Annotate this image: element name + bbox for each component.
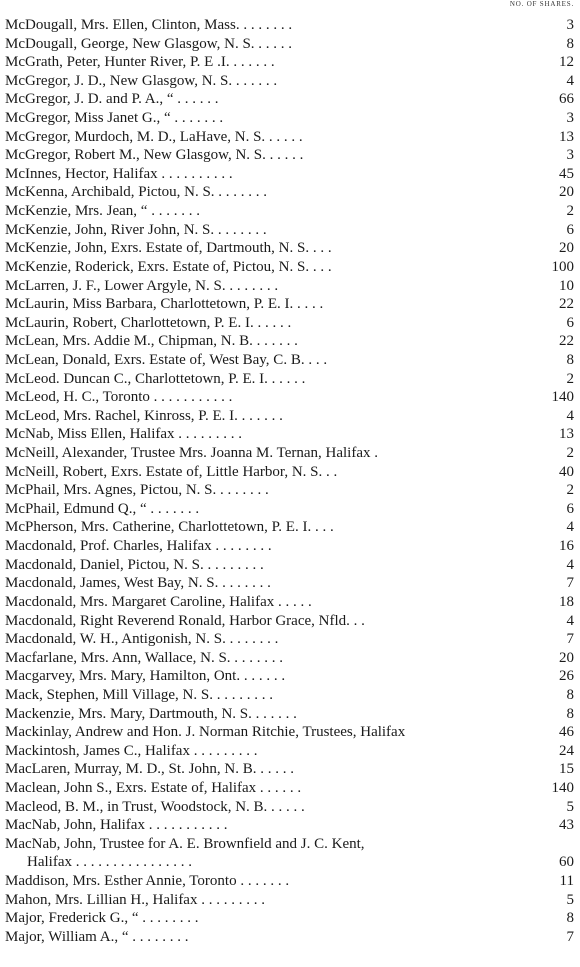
shareholder-name: McKenna, Archibald, Pictou, N. S. . . . . . . . bbox=[5, 184, 268, 201]
shareholder-name: Macdonald, Mrs. Margaret Caroline, Halifax . . . . . bbox=[5, 593, 312, 610]
share-count: 20 bbox=[559, 649, 574, 666]
share-count: 100 bbox=[551, 258, 574, 275]
shareholder-row bbox=[5, 686, 574, 705]
shareholder-name: McLeod, H. C., Toronto . . . . . . . . . . . bbox=[5, 389, 233, 406]
share-count: 20 bbox=[559, 240, 574, 257]
shareholder-row bbox=[5, 574, 574, 593]
shareholder-row bbox=[5, 53, 574, 72]
share-count: 6 bbox=[566, 500, 574, 517]
shareholder-name: McGregor, Miss Janet G., “ . . . . . . . bbox=[5, 110, 224, 127]
shareholder-row bbox=[5, 128, 574, 147]
share-count: 8 bbox=[566, 686, 574, 703]
shareholder-row bbox=[5, 463, 574, 482]
shareholder-row bbox=[5, 370, 574, 389]
shareholder-name: Macdonald, Prof. Charles, Halifax . . . . . . . . bbox=[5, 538, 272, 555]
shareholder-name: Macdonald, James, West Bay, N. S. . . . . . . . bbox=[5, 575, 271, 592]
shareholder-name: Mahon, Mrs. Lillian H., Halifax . . . . . . . . . bbox=[5, 891, 265, 908]
shareholder-row bbox=[5, 72, 574, 91]
share-count: 7 bbox=[566, 928, 574, 945]
share-count: 45 bbox=[559, 165, 574, 182]
shareholder-row bbox=[5, 909, 574, 928]
shareholder-row bbox=[5, 221, 574, 240]
shareholder-row bbox=[5, 444, 574, 463]
share-count: 8 bbox=[566, 705, 574, 722]
share-count: 3 bbox=[566, 110, 574, 127]
shareholder-row bbox=[5, 798, 574, 817]
shareholder-row bbox=[5, 146, 574, 165]
shareholder-row bbox=[5, 928, 574, 947]
shareholder-name: McPhail, Edmund Q., “ . . . . . . . bbox=[5, 500, 200, 517]
shareholder-name: Major, Frederick G., “ . . . . . . . . bbox=[5, 910, 199, 927]
shareholder-row bbox=[5, 872, 574, 891]
shareholder-name: McKenzie, Roderick, Exrs. Estate of, Pictou, N. S. . . . bbox=[5, 258, 332, 275]
shareholder-row bbox=[5, 388, 574, 407]
shareholder-row bbox=[5, 35, 574, 54]
shareholder-row bbox=[5, 742, 574, 761]
shareholder-row bbox=[5, 537, 574, 556]
share-count: 3 bbox=[566, 17, 574, 33]
shareholder-name: McGregor, J. D., New Glasgow, N. S. . . . . . . bbox=[5, 72, 278, 89]
shareholder-name: Macgarvey, Mrs. Mary, Hamilton, Ont. . . . . . . bbox=[5, 668, 286, 685]
share-count: 46 bbox=[559, 724, 574, 741]
shareholder-name: Macfarlane, Mrs. Ann, Wallace, N. S. . . . . . . . bbox=[5, 649, 284, 666]
shareholder-row bbox=[5, 630, 574, 649]
share-count: 12 bbox=[559, 54, 574, 71]
shareholder-row bbox=[5, 518, 574, 537]
shareholder-name: McDougall, Mrs. Ellen, Clinton, Mass. . . . . . . . bbox=[5, 17, 293, 33]
shareholder-row bbox=[5, 649, 574, 668]
share-count: 16 bbox=[559, 538, 574, 555]
shareholder-name: McGregor, J. D. and P. A., “ . . . . . . bbox=[5, 91, 219, 108]
share-count: 2 bbox=[566, 203, 574, 220]
shareholder-row bbox=[5, 258, 574, 277]
share-count: 18 bbox=[559, 593, 574, 610]
shareholder-name: McKenzie, John, Exrs. Estate of, Dartmouth, N. S. . . . bbox=[5, 240, 332, 257]
shareholder-name-continued: Halifax . . . . . . . . . . . . . . . . bbox=[27, 854, 192, 871]
share-count: 15 bbox=[559, 761, 574, 778]
shareholder-name: McLean, Donald, Exrs. Estate of, West Bay, C. B. . . . bbox=[5, 351, 328, 368]
shareholder-name: McLeod. Duncan C., Charlottetown, P. E. I. . . . . . bbox=[5, 370, 306, 387]
shares-column-header: NO. OF SHARES. bbox=[509, 0, 574, 8]
shareholder-name: Mackinlay, Andrew and Hon. J. Norman Ritchie, Trustees, Halifax bbox=[5, 724, 406, 741]
share-count: 20 bbox=[559, 184, 574, 201]
shareholder-name: Mackintosh, James C., Halifax . . . . . . . . . bbox=[5, 742, 258, 759]
shareholder-name: McNeill, Robert, Exrs. Estate of, Little Harbor, N. S. . . bbox=[5, 463, 338, 480]
shareholder-row bbox=[5, 667, 574, 686]
share-count: 4 bbox=[566, 407, 574, 424]
share-count: 6 bbox=[566, 221, 574, 238]
shareholder-name: Maclean, John S., Exrs. Estate of, Halifax . . . . . . bbox=[5, 779, 302, 796]
shareholder-row bbox=[5, 481, 574, 500]
shareholder-row bbox=[5, 760, 574, 779]
share-count: 60 bbox=[559, 854, 574, 871]
shareholder-name: Macdonald, Right Reverend Ronald, Harbor Grace, Nfld. . . bbox=[5, 612, 365, 629]
shareholder-row bbox=[5, 351, 574, 370]
share-count: 43 bbox=[559, 817, 574, 834]
share-count: 10 bbox=[559, 277, 574, 294]
share-count: 7 bbox=[566, 631, 574, 648]
share-count: 22 bbox=[559, 296, 574, 313]
share-count: 66 bbox=[559, 91, 574, 108]
share-count: 11 bbox=[559, 873, 574, 890]
shareholder-row bbox=[5, 332, 574, 351]
share-count: 2 bbox=[566, 445, 574, 462]
shareholder-name: McGrath, Peter, Hunter River, P. E .I. . . . . . . bbox=[5, 54, 275, 71]
share-count: 8 bbox=[566, 910, 574, 927]
share-count: 2 bbox=[566, 370, 574, 387]
shareholder-row bbox=[5, 165, 574, 184]
shareholder-name: McDougall, George, New Glasgow, N. S. . . . . . bbox=[5, 35, 293, 52]
shareholder-row bbox=[5, 425, 574, 444]
share-count: 4 bbox=[566, 612, 574, 629]
shareholder-name: Maddison, Mrs. Esther Annie, Toronto . . . . . . . bbox=[5, 873, 290, 890]
shareholder-name: McInnes, Hector, Halifax . . . . . . . . . . bbox=[5, 165, 233, 182]
shareholder-name: McPhail, Mrs. Agnes, Pictou, N. S. . . . . . . . bbox=[5, 482, 269, 499]
shareholder-name: McNeill, Alexander, Trustee Mrs. Joanna M. Ternan, Halifax . bbox=[5, 445, 379, 462]
shareholder-name: McLarren, J. F., Lower Argyle, N. S. . . . . . . . bbox=[5, 277, 279, 294]
shareholder-row bbox=[5, 16, 574, 35]
shareholder-row bbox=[5, 723, 574, 742]
share-count: 26 bbox=[559, 668, 574, 685]
shareholder-row bbox=[5, 835, 574, 872]
shareholder-name: MacLaren, Murray, M. D., St. John, N. B. . . . . . bbox=[5, 761, 294, 778]
share-count: 2 bbox=[566, 482, 574, 499]
shareholder-row bbox=[5, 314, 574, 333]
shareholder-name: McNab, Miss Ellen, Halifax . . . . . . . . . bbox=[5, 426, 243, 443]
shareholder-name: Mack, Stephen, Mill Village, N. S. . . . . . . . . bbox=[5, 686, 273, 703]
share-count: 140 bbox=[551, 779, 574, 796]
shareholder-name: McLaurin, Miss Barbara, Charlottetown, P. E. I. . . . . bbox=[5, 296, 324, 313]
shareholder-list bbox=[5, 16, 574, 946]
share-count: 3 bbox=[566, 147, 574, 164]
shareholder-row bbox=[5, 556, 574, 575]
shareholder-name: Mackenzie, Mrs. Mary, Dartmouth, N. S. . . . . . . bbox=[5, 705, 297, 722]
shareholder-name: Macdonald, W. H., Antigonish, N. S. . . . . . . . bbox=[5, 631, 279, 648]
share-count: 140 bbox=[551, 389, 574, 406]
shareholder-name: McKenzie, Mrs. Jean, “ . . . . . . . bbox=[5, 203, 200, 220]
shareholder-name: MacNab, John, Halifax . . . . . . . . . . . bbox=[5, 817, 228, 834]
share-count: 22 bbox=[559, 333, 574, 350]
shareholder-name: Major, William A., “ . . . . . . . . bbox=[5, 928, 189, 945]
shareholder-row bbox=[5, 239, 574, 258]
shareholder-name: Macleod, B. M., in Trust, Woodstock, N. B. . . . . . bbox=[5, 798, 305, 815]
share-count: 13 bbox=[559, 426, 574, 443]
share-count: 24 bbox=[559, 742, 574, 759]
shareholder-name: McLean, Mrs. Addie M., Chipman, N. B. . . . . . . bbox=[5, 333, 298, 350]
share-count: 5 bbox=[566, 891, 574, 908]
shareholder-name: MacNab, John, Trustee for A. E. Brownfield and J. C. Kent, bbox=[5, 835, 365, 852]
share-count: 4 bbox=[566, 519, 574, 536]
shareholder-row bbox=[5, 500, 574, 519]
shareholder-row bbox=[5, 891, 574, 910]
shareholder-row bbox=[5, 816, 574, 835]
share-count: 8 bbox=[566, 35, 574, 52]
share-count: 4 bbox=[566, 556, 574, 573]
shareholder-row bbox=[5, 779, 574, 798]
shareholder-row bbox=[5, 202, 574, 221]
share-count: 5 bbox=[566, 798, 574, 815]
shareholder-row bbox=[5, 295, 574, 314]
shareholder-row bbox=[5, 277, 574, 296]
shareholder-name: McKenzie, John, River John, N. S. . . . . . . . bbox=[5, 221, 267, 238]
shareholder-name: McLeod, Mrs. Rachel, Kinross, P. E. I. . . . . . . bbox=[5, 407, 283, 424]
shareholder-name: McGregor, Murdoch, M. D., LaHave, N. S. . . . . . bbox=[5, 128, 303, 145]
shareholder-name: McPherson, Mrs. Catherine, Charlottetown, P. E. I. . . . bbox=[5, 519, 334, 536]
share-count: 6 bbox=[566, 314, 574, 331]
share-count: 13 bbox=[559, 128, 574, 145]
shareholder-name: McLaurin, Robert, Charlottetown, P. E. I. . . . . . bbox=[5, 314, 292, 331]
share-count: 8 bbox=[566, 351, 574, 368]
shareholder-row bbox=[5, 593, 574, 612]
share-count: 40 bbox=[559, 463, 574, 480]
share-count: 7 bbox=[566, 575, 574, 592]
shareholder-row bbox=[5, 183, 574, 202]
share-count: 4 bbox=[566, 72, 574, 89]
shareholder-row bbox=[5, 705, 574, 724]
shareholder-name: Macdonald, Daniel, Pictou, N. S. . . . . . . . . bbox=[5, 556, 264, 573]
shareholder-row bbox=[5, 612, 574, 631]
shareholder-row bbox=[5, 407, 574, 426]
shareholder-row bbox=[5, 90, 574, 109]
shareholder-row bbox=[5, 109, 574, 128]
shareholder-name: McGregor, Robert M., New Glasgow, N. S. . . . . . bbox=[5, 147, 304, 164]
